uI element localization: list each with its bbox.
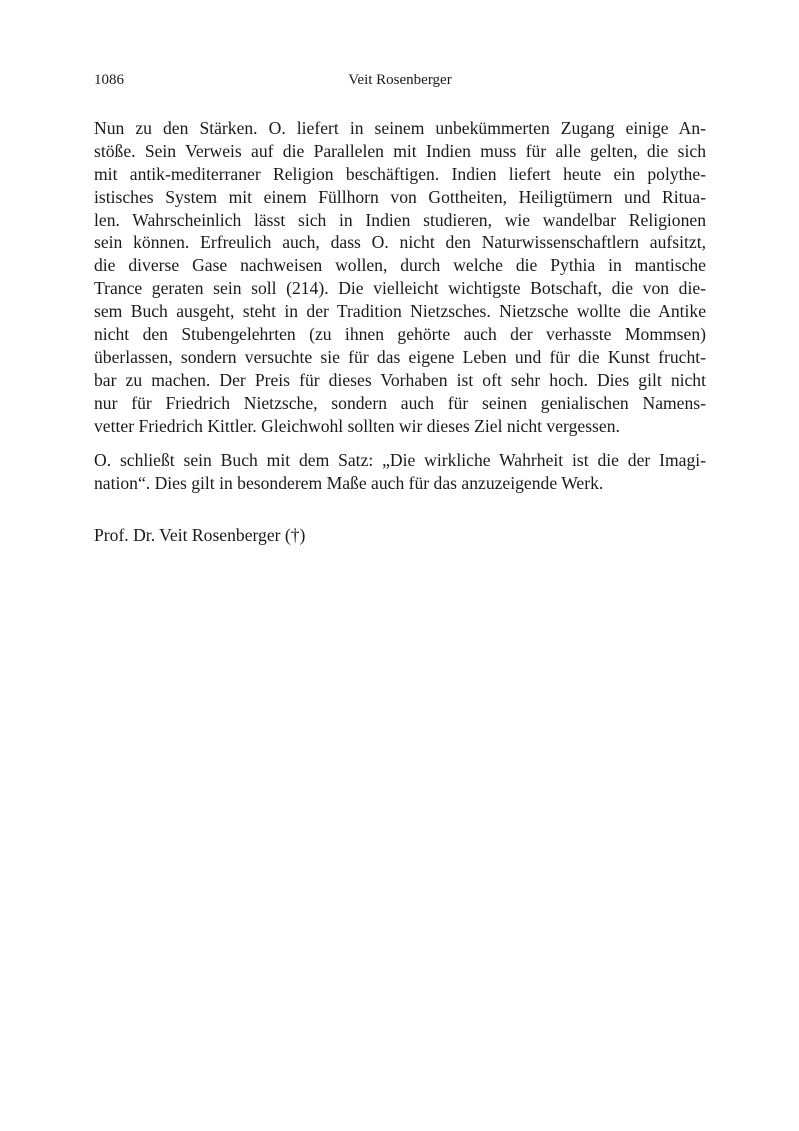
review-body	[94, 117, 706, 495]
text-line: bar zu machen. Der Preis für dieses Vorhaben ist oft sehr hoch. Dies gilt nicht	[94, 369, 706, 390]
text-line: die diverse Gase nachweisen wollen, durch welche die Pythia in mantische	[94, 255, 706, 276]
paragraph-1	[94, 117, 706, 437]
text-line: sem Buch ausgeht, steht in der Tradition Nietzsches. Nietzsche wollte die Antike	[94, 301, 706, 322]
text-line: O. schließt sein Buch mit dem Satz: „Die wirkliche Wahrheit ist die der Imagi-	[94, 450, 706, 471]
document-page	[94, 0, 706, 1131]
text-line: istisches System mit einem Füllhorn von Gottheiten, Heiligtümern und Ritua-	[94, 186, 706, 207]
text-line: mit antik-mediterraner Religion beschäftigen. Indien liefert heute ein polythe-	[94, 163, 706, 184]
text-line: stöße. Sein Verweis auf die Parallelen mit Indien muss für alle gelten, die sich	[94, 140, 706, 161]
text-line: len. Wahrscheinlich lässt sich in Indien studieren, wie wandelbar Religionen	[94, 209, 706, 230]
text-line: Trance geraten sein soll (214). Die vielleicht wichtigste Botschaft, die von die-	[94, 278, 706, 299]
author-signature: Prof. Dr. Veit Rosenberger (†)	[94, 525, 306, 545]
text-line: sein können. Erfreulich auch, dass O. nicht den Naturwissenschaftlern aufsitzt,	[94, 232, 706, 253]
text-line: überlassen, sondern versuchte sie für das eigene Leben und für die Kunst frucht-	[94, 346, 706, 367]
text-line: nation“. Dies gilt in besonderem Maße auch für das anzuzeigende Werk.	[94, 473, 604, 494]
running-head	[94, 72, 706, 94]
paragraph-2	[94, 449, 706, 495]
running-title: Veit Rosenberger	[348, 72, 452, 88]
text-line: Nun zu den Stärken. O. liefert in seinem unbekümmerten Zugang einige An-	[94, 118, 706, 138]
text-line: nicht den Stubengelehrten (zu ihnen gehörte auch der verhasste Mommsen)	[94, 324, 706, 345]
paragraph-spacer	[94, 437, 706, 449]
text-line: nur für Friedrich Nietzsche, sondern auch für seinen genialischen Namens-	[94, 392, 706, 413]
text-line: vetter Friedrich Kittler. Gleichwohl sollten wir dieses Ziel nicht vergessen.	[94, 415, 620, 436]
page-number: 1086	[94, 72, 124, 88]
